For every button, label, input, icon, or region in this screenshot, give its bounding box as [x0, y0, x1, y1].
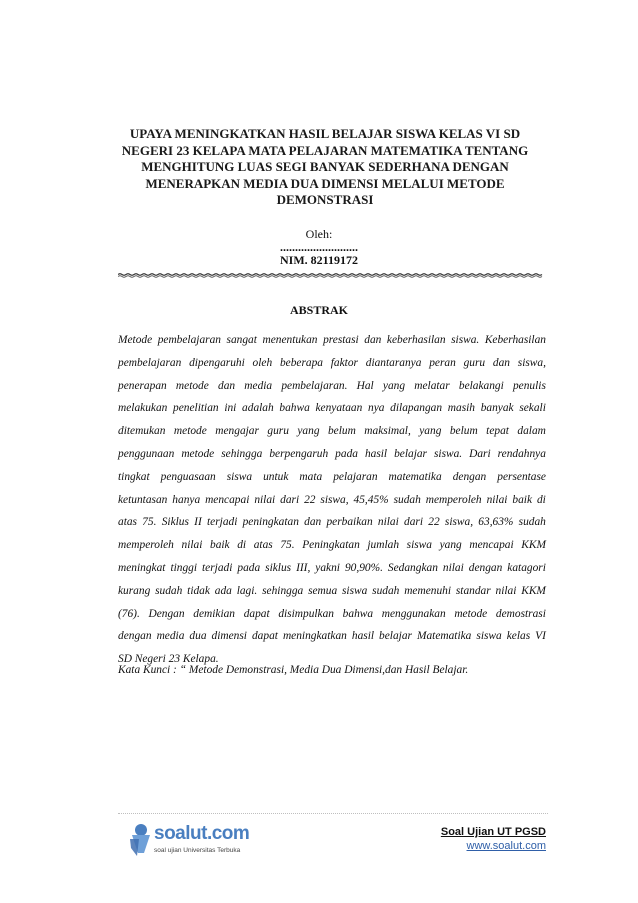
author-placeholder: .......................... — [280, 240, 358, 254]
footer-divider — [118, 813, 548, 814]
abstract-line: ditemukan metode mengajar guru yang belum maksimal, yang belum tepat dalam — [118, 425, 546, 438]
student-id: NIM. 82119172 — [280, 253, 358, 267]
title-line: NEGERI 23 KELAPA MATA PELAJARAN MATEMATIKA TENTANG — [121, 142, 529, 158]
abstract-line: SD Negeri 23 Kelapa. — [118, 653, 219, 666]
title-line: UPAYA MENINGKATKAN HASIL BELAJAR SISWA KELAS VI SD — [129, 126, 521, 141]
title-line: MENERAPKAN MEDIA DUA DIMENSI MELALUI METODE — [145, 175, 505, 191]
footer-url-link[interactable]: www.soalut.com — [466, 840, 546, 852]
soalut-logo — [128, 823, 268, 863]
title-line: MENGHITUNG LUAS SEGI BANYAK SEDERHANA DENGAN — [141, 159, 509, 174]
abstract-line: penerapan metode dan media pembelajaran. Hal yang melatar belakangi penulis — [118, 379, 546, 392]
footer-title-link[interactable]: Soal Ujian UT PGSD — [440, 826, 546, 838]
abstract-line: meningkat tinggi terjadi pada siklus III, yakni 90,90%. Sedangkan nilai dengan katagori — [118, 561, 546, 574]
abstract-line: memperoleh nilai baik di atas 75. Peningkatan jumlah siswa yang mencapai KKM — [118, 539, 546, 552]
abstract-line: atas 75. Siklus II terjadi peningkatan dan perbaikan nilai dari 22 siswa, 63,63% sudah — [118, 516, 546, 529]
abstract-line: penggunaan metode sehingga berpengaruh pada hasil belajar siswa. Dari rendahnya — [118, 447, 546, 460]
logo-tagline: soal ujian Universitas Terbuka — [154, 847, 241, 854]
abstract-heading: ABSTRAK — [289, 303, 348, 317]
keywords: Kata Kunci : “ Metode Demonstrasi, Media Dua Dimensi,dan Hasil Belajar. — [118, 664, 469, 676]
abstract-line: (76). Dengan demikian dapat disimpulkan bahwa menggunakan metode demostrasi — [118, 607, 546, 620]
abstract-line: pembelajaran dipengaruhi oleh beberapa faktor diantaranya peran guru dan siswa, — [118, 356, 546, 369]
title-line: DEMONSTRASI — [276, 192, 374, 207]
abstract-line: melakukan penelitian ini adalah bahwa kenyataan nya dilapangan masih banyak sekali — [118, 402, 546, 415]
wavy-divider — [118, 273, 544, 278]
abstract-line: tingkat penguasaan siswa untuk mata pelajaran matematika dengan persentase — [118, 470, 546, 483]
abstract-line: kurang sudah tidak ada lagi. sehingga semua siswa sudah memenuhi standar nilai KKM — [118, 584, 546, 597]
footer-info — [441, 826, 546, 852]
soalut-logo-icon — [128, 823, 154, 857]
abstract-line: Metode pembelajaran sangat menentukan prestasi dan keberhasilan siswa. Keberhasilan — [118, 334, 546, 346]
logo-brand: soalut.com — [154, 823, 250, 844]
abstract-body — [118, 332, 546, 674]
abstract-line: dengan media dua dimensi dapat meningkatkan hasil belajar Matematika siswa kelas VI — [118, 630, 546, 643]
by-label: Oleh: — [305, 227, 333, 241]
paper-title — [110, 126, 540, 209]
abstract-line: ketuntasan hanya mencapai nilai dari 22 siswa, 45,45% sudah memperoleh nilai baik di — [118, 493, 546, 506]
